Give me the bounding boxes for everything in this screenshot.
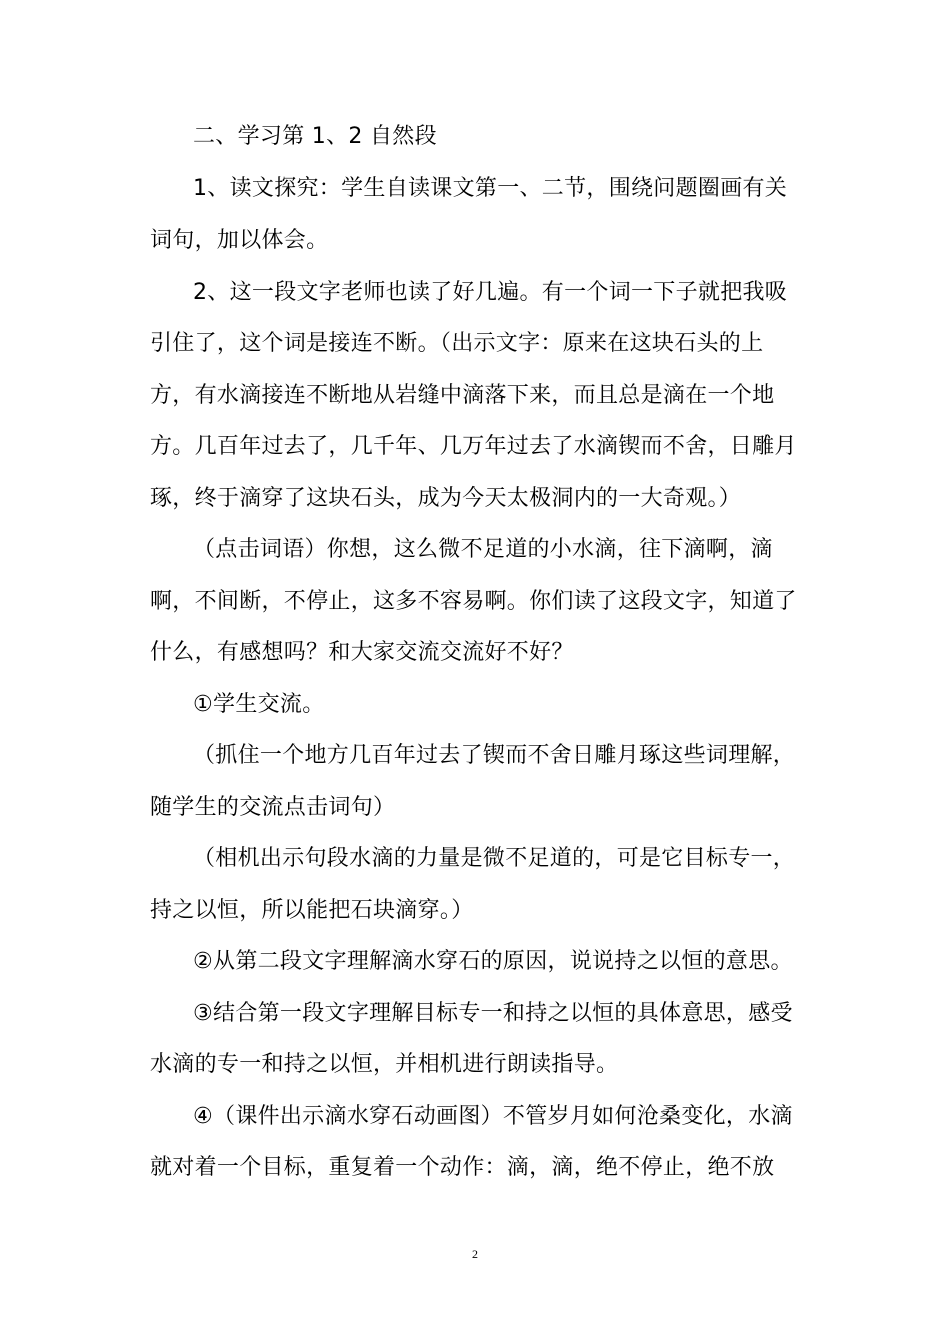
paragraph-line: ④（课件出示滴水穿石动画图）不管岁月如何沧桑变化，水滴 [193,1104,793,1129]
paragraph-line: 啊，不间断，不停止，这多不容易啊。你们读了这段文字，知道了 [150,589,797,614]
paragraph-line: 引住了，这个词是接连不断。（出示文字：原来在这块石头的上 [150,331,764,356]
paragraph-line: 2、这一段文字老师也读了好几遍。有一个词一下子就把我吸 [193,280,788,305]
paragraph-line: 1、读文探究：学生自读课文第一、二节，围绕问题圈画有关 [193,176,788,201]
paragraph-line: 随学生的交流点击词句） [150,795,396,820]
paragraph-line: 词句，加以体会。 [150,228,329,253]
paragraph-line: （抓住一个地方几百年过去了锲而不舍日雕月琢这些词理解， [193,743,796,768]
paragraph-line: 方，有水滴接连不断地从岩缝中滴落下来，而且总是滴在一个地 [150,383,775,408]
paragraph-line: 就对着一个目标，重复着一个动作：滴，滴，绝不停止，绝不放 [150,1155,775,1180]
section-heading: 二、学习第 1、2 自然段 [193,124,437,149]
paragraph-line: ②从第二段文字理解滴水穿石的原因，说说持之以恒的意思。 [193,949,793,974]
paragraph-line: （相机出示句段水滴的力量是微不足道的，可是它目标专一， [193,846,796,871]
page-number: 2 [472,1247,478,1261]
paragraph-line: 水滴的专一和持之以恒，并相机进行朗读指导。 [150,1052,619,1077]
paragraph-line: 持之以恒，所以能把石块滴穿。） [150,898,474,923]
paragraph-line: 方。几百年过去了，几千年、几万年过去了水滴锲而不舍，日雕月 [150,434,797,459]
paragraph-line: （点击词语）你想，这么微不足道的小水滴，往下滴啊，滴 [193,537,773,562]
paragraph-line: 什么，有感想吗？和大家交流交流好不好？ [150,640,574,665]
paragraph-line: ③结合第一段文字理解目标专一和持之以恒的具体意思，感受 [193,1001,793,1026]
paragraph-line: ①学生交流。 [193,692,325,717]
paragraph-line: 琢，终于滴穿了这块石头，成为今天太极洞内的一大奇观。） [150,486,742,511]
